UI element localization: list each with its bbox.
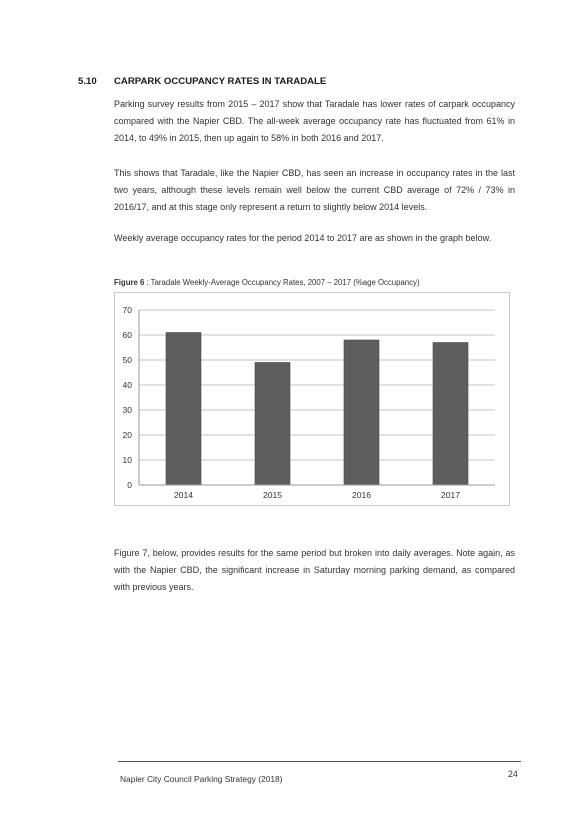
- y-tick-label-50: 50: [122, 355, 132, 365]
- paragraph-survey-results: Parking survey results from 2015 – 2017 show that Taradale has lower rates of carpark occupancy compared with the Napier CBD. The all-week average occupancy rate has fluctuated from 61% in 2014, to 49% in 2015, then up again to 58% in both 2016 and 2017.: [114, 99, 515, 144]
- section-heading: [78, 76, 518, 87]
- paragraph-graph-intro: Weekly average occupancy rates for the period 2014 to 2017 are as shown in the graph below.: [114, 233, 492, 243]
- y-tick-label-60: 60: [122, 330, 132, 340]
- x-tick-label-2016: 2016: [352, 490, 371, 500]
- y-tick-label-0: 0: [127, 480, 132, 490]
- occupancy-bar-chart: [114, 292, 510, 506]
- page-number: 24: [508, 769, 518, 779]
- bar-2014: [166, 333, 201, 486]
- figure-label: Figure 6: [114, 278, 145, 287]
- y-tick-label-30: 30: [122, 405, 132, 415]
- section-number: 5.10: [78, 76, 97, 87]
- y-tick-label-20: 20: [122, 430, 132, 440]
- figure-caption-text: : Taradale Weekly-Average Occupancy Rates, 2007 – 2017 (%age Occupancy): [144, 278, 420, 287]
- paragraph-figure7-note: Figure 7, below, provides results for the same period but broken into daily averages. Note again, as with the Napier CBD, the significant increase in Saturday morning parking demand, as compared with previous years.: [114, 548, 515, 593]
- bar-2015: [255, 363, 290, 486]
- y-tick-label-70: 70: [122, 305, 132, 315]
- y-tick-label-10: 10: [122, 455, 132, 465]
- section-title: CARPARK OCCUPANCY RATES IN TARADALE: [114, 76, 327, 87]
- bar-2017: [433, 343, 468, 486]
- chart-canvas: [115, 293, 511, 507]
- figure-caption: [114, 278, 534, 287]
- y-tick-label-40: 40: [122, 380, 132, 390]
- bar-2016: [344, 340, 379, 485]
- footer-divider: [118, 761, 521, 762]
- paragraph-increase-note: This shows that Taradale, like the Napier CBD, has seen an increase in occupancy rates in the last two years, although these levels remain well below the current CBD average of 72% / 73% in 2016/17, and at this stage only represent a return to slightly below 2014 levels.: [114, 168, 515, 213]
- footer-title: Napier City Council Parking Strategy (2018): [120, 774, 283, 784]
- x-tick-label-2015: 2015: [263, 490, 282, 500]
- x-tick-label-2014: 2014: [174, 490, 193, 500]
- x-tick-label-2017: 2017: [441, 490, 460, 500]
